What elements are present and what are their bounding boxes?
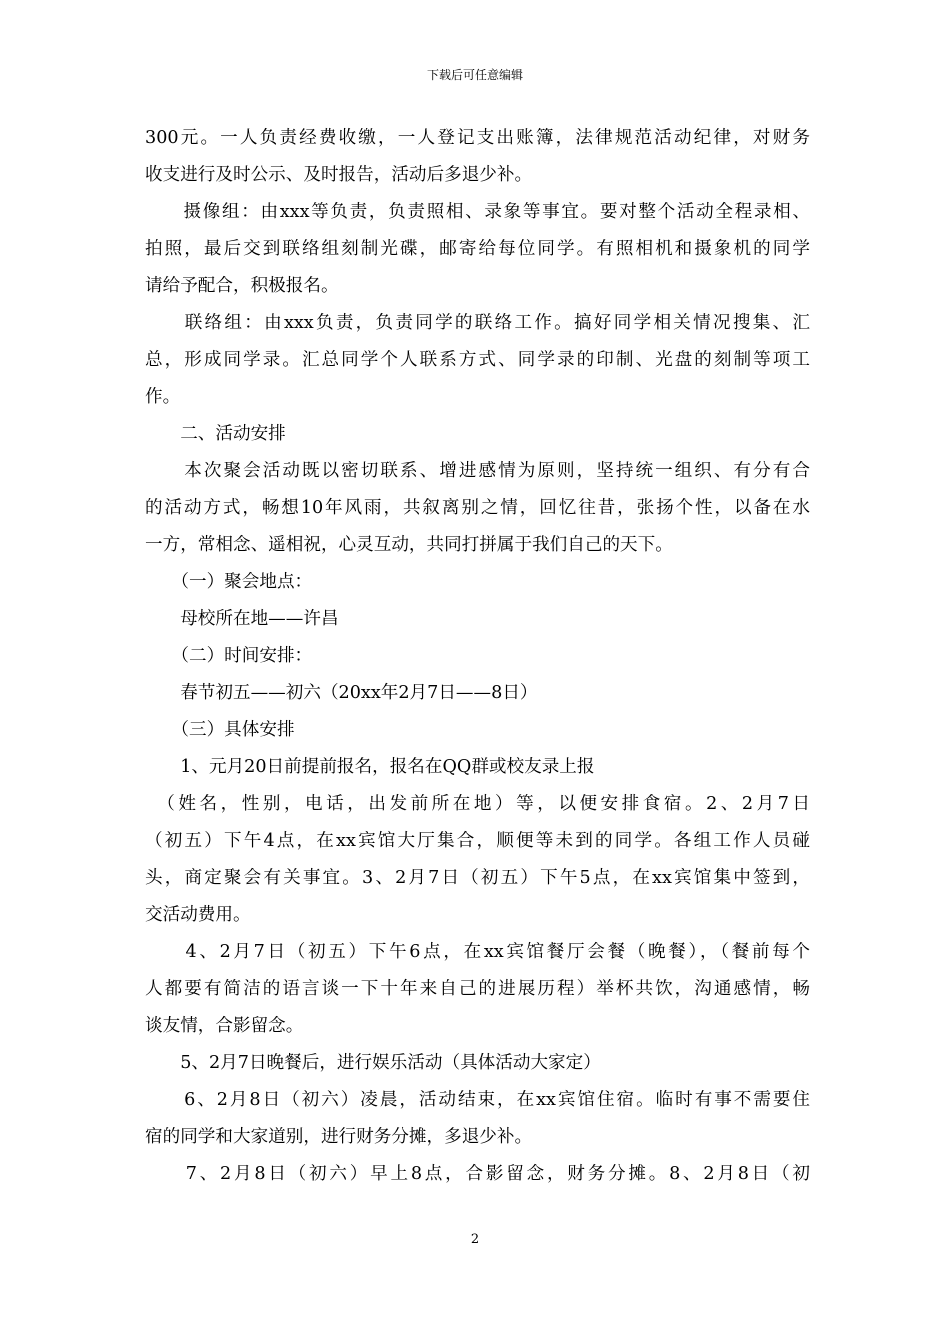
text-line: （姓名，性别，电话，出发前所在地）等，以便安排食宿。2、2月7日 — [145, 794, 810, 814]
document-body — [145, 120, 810, 1193]
text-line: 拍照，最后交到联络组刻制光碟，邮寄给每位同学。有照相机和摄象机的同学 — [145, 239, 810, 259]
text-line: 作。 — [145, 387, 181, 407]
text-line: （初五）下午4点，在xx宾馆大厅集合，顺便等未到的同学。各组工作人员碰 — [145, 831, 810, 851]
page-header: 下载后可任意编辑 — [426, 68, 523, 82]
text-line: 收支进行及时公示、及时报告，活动后多退少补。 — [145, 165, 533, 185]
text-line: 谈友情，合影留念。 — [145, 1016, 304, 1036]
text-line: 一方，常相念、遥相祝，心灵互动，共同打拼属于我们自己的天下。 — [145, 535, 673, 555]
text-line: 母校所在地——许昌 — [145, 609, 339, 629]
subsection-heading: （三）具体安排 — [145, 720, 295, 740]
text-line: 宿的同学和大家道别，进行财务分摊，多退少补。 — [145, 1127, 533, 1147]
text-line: 1、元月20日前提前报名，报名在QQ群或校友录上报 — [145, 757, 595, 777]
text-line: 总，形成同学录。汇总同学个人联系方式、同学录的印制、光盘的刻制等项工 — [145, 350, 810, 370]
text-line: 300元。一人负责经费收缴，一人登记支出账簿，法律规范活动纪律，对财务 — [145, 128, 810, 148]
text-line: 春节初五——初六（20xx年2月7日——8日） — [145, 683, 538, 703]
text-line: 联络组：由xxx负责，负责同学的联络工作。搞好同学相关情况搜集、汇 — [145, 313, 810, 333]
text-line: 交活动费用。 — [145, 905, 251, 925]
text-line: 4、2月7日（初五）下午6点，在xx宾馆餐厅会餐（晚餐），（餐前每个 — [145, 942, 810, 962]
page-number: 2 — [470, 1232, 480, 1247]
subsection-heading: （二）时间安排： — [145, 646, 313, 666]
text-line: 7、2月8日（初六）早上8点，合影留念，财务分摊。8、2月8日（初 — [145, 1164, 810, 1184]
text-line: 6、2月8日（初六）凌晨，活动结束，在xx宾馆住宿。临时有事不需要住 — [145, 1090, 810, 1110]
text-line: 人都要有简洁的语言谈一下十年来自己的进展历程）举杯共饮，沟通感情，畅 — [145, 979, 810, 999]
text-line: 请给予配合，积极报名。 — [145, 276, 339, 296]
text-line: 5、2月7日晚餐后，进行娱乐活动（具体活动大家定） — [145, 1053, 601, 1073]
text-line: 的活动方式，畅想10年风雨，共叙离别之情，回忆往昔，张扬个性，以备在水 — [145, 498, 810, 518]
text-line: 头，商定聚会有关事宜。3、2月7日（初五）下午5点，在xx宾馆集中签到， — [145, 868, 810, 888]
subsection-heading: （一）聚会地点： — [145, 572, 313, 592]
section-heading: 二、活动安排 — [145, 424, 286, 444]
text-line: 摄像组：由xxx等负责，负责照相、录象等事宜。要对整个活动全程录相、 — [145, 202, 810, 222]
text-line: 本次聚会活动既以密切联系、增进感情为原则，坚持统一组织、有分有合 — [145, 461, 810, 481]
